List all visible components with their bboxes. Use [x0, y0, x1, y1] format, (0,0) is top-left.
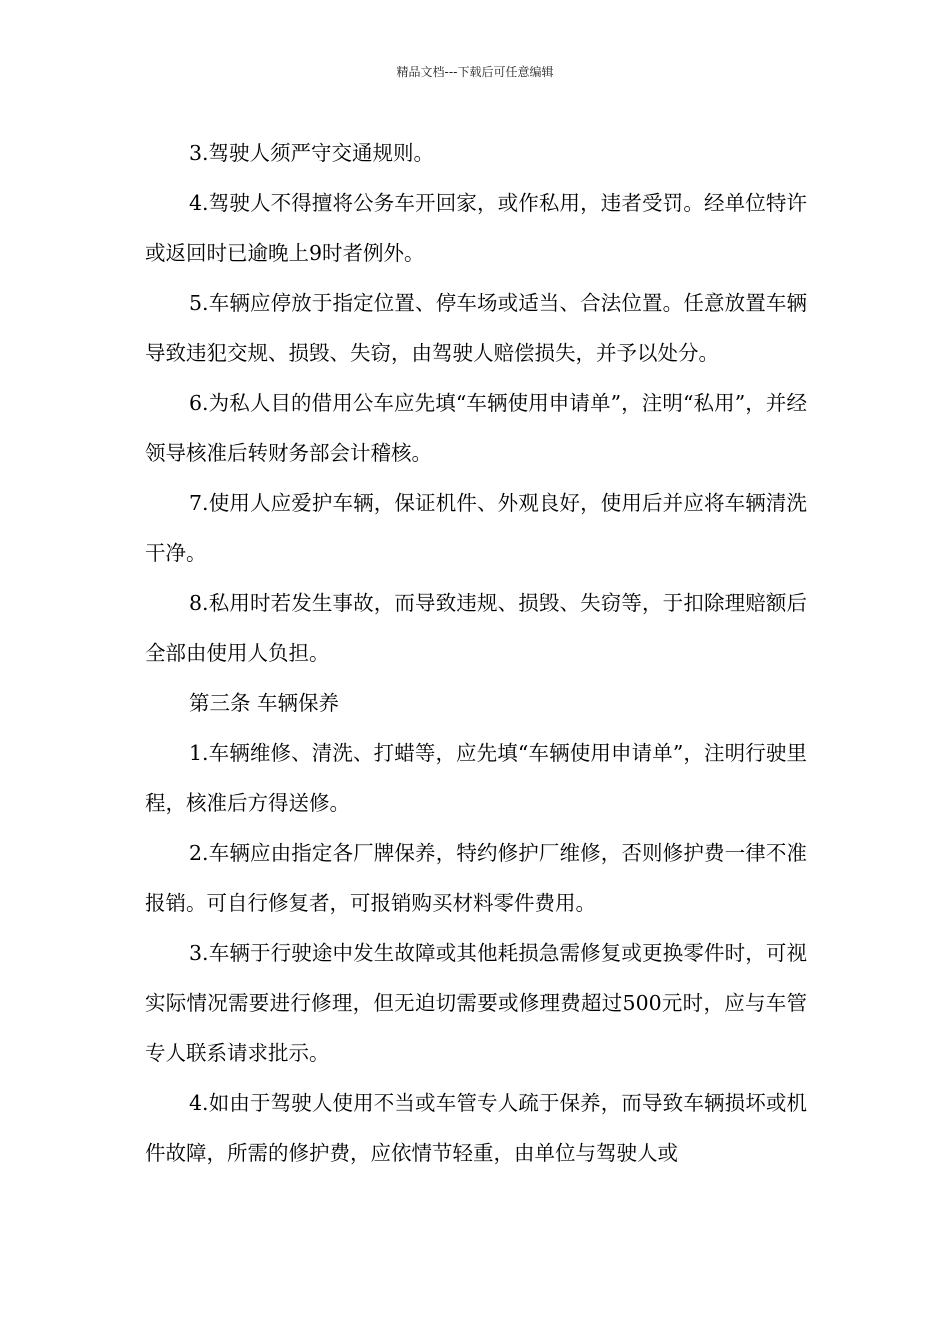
paragraph-rule-4: 4.驾驶人不得擅将公务车开回家，或作私用，违者受罚。经单位特许或返回时已逾晚上9时者例外。 [145, 191, 807, 265]
paragraph-maintenance-1: 1.车辆维修、清洗、打蜡等，应先填“车辆使用申请单”，注明行驶里程，核准后方得送修。 [145, 741, 807, 815]
paragraph-rule-7: 7.使用人应爱护车辆，保证机件、外观良好，使用后并应将车辆清洗干净。 [145, 491, 807, 565]
paragraph-maintenance-3: 3.车辆于行驶途中发生故障或其他耗损急需修复或更换零件时，可视实际情况需要进行修理，但无迫切需要或修理费超过500元时，应与车管专人联系请求批示。 [145, 941, 807, 1065]
paragraph-rule-8: 8.私用时若发生事故，而导致违规、损毁、失窃等，于扣除理赔额后全部由使用人负担。 [145, 591, 807, 665]
page-header: 精品文档---下载后可任意编辑 [396, 65, 554, 79]
paragraph-maintenance-2: 2.车辆应由指定各厂牌保养，特约修护厂维修，否则修护费一律不准报销。可自行修复者，可报销购买材料零件费用。 [145, 841, 807, 915]
paragraph-maintenance-4: 4.如由于驾驶人使用不当或车管专人疏于保养，而导致车辆损坏或机件故障，所需的修护费，应依情节轻重，由单位与驾驶人或 [145, 1091, 807, 1165]
paragraph-rule-5: 5.车辆应停放于指定位置、停车场或适当、合法位置。任意放置车辆导致违犯交规、损毁、失窃，由驾驶人赔偿损失，并予以处分。 [145, 291, 807, 365]
paragraph-rule-6: 6.为私人目的借用公车应先填“车辆使用申请单”，注明“私用”，并经领导核准后转财务部会计稽核。 [145, 391, 807, 465]
paragraph-rule-3: 3.驾驶人须严守交通规则。 [189, 141, 435, 165]
document-body [145, 128, 807, 1178]
section-heading-article-3: 第三条 车辆保养 [189, 691, 340, 715]
